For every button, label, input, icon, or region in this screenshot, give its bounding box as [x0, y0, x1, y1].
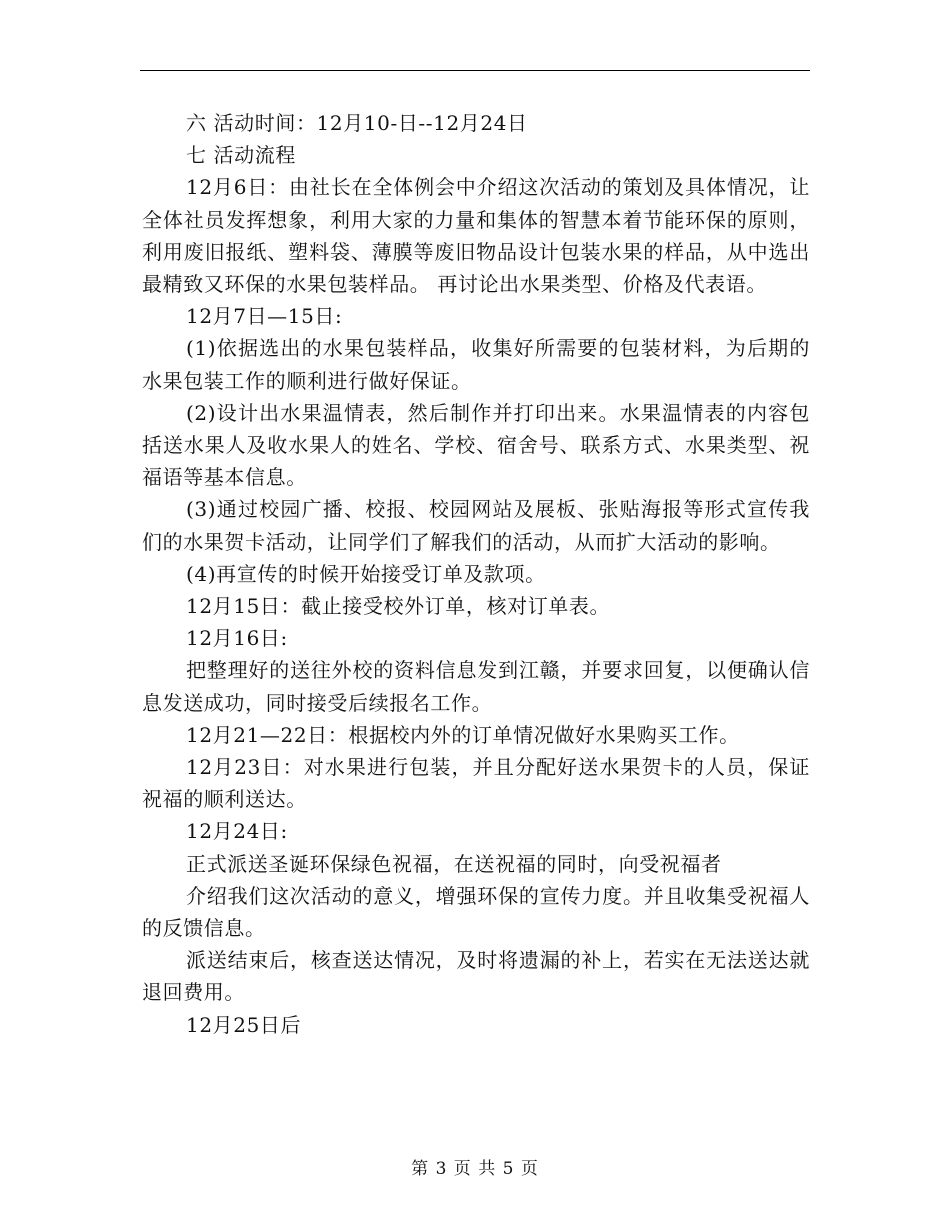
paragraph: 介绍我们这次活动的意义，增强环保的宣传力度。并且收集受祝福人的反馈信息。 [142, 883, 810, 941]
paragraph: 12月21—22日：根据校内外的订单情况做好水果购买工作。 [186, 722, 740, 747]
paragraph: 正式派送圣诞环保绿色祝福，在送祝福的同时，向受祝福者 [186, 851, 722, 876]
paragraph: (3)通过校园广播、校报、校园网站及展板、张贴海报等形式宣传我们的水果贺卡活动，让同学们了解我们的活动，从而扩大活动的影响。 [142, 497, 810, 554]
paragraph: 六 活动时间：12月10-日--12月24日 [186, 111, 528, 135]
paragraph: (1)依据选出的水果包装样品，收集好所需要的包装材料，为后期的水果包装工作的顺利进行做好保证。 [142, 336, 810, 393]
paragraph: 七 活动流程 [186, 143, 296, 168]
paragraph: 12月15日：截止接受校外订单，核对订单表。 [186, 594, 611, 619]
paragraph: 派送结束后，核查送达情况，及时将遗漏的补上，若实在无法送达就退回费用。 [142, 948, 810, 1005]
paragraph: 12月25日后 [186, 1012, 302, 1037]
paragraph: 12月16日: [186, 626, 288, 651]
paragraph: 12月23日：对水果进行包装，并且分配好送水果贺卡的人员，保证祝福的顺利送达。 [142, 755, 810, 812]
paragraph: 12月7日—15日: [186, 304, 343, 329]
document-body [142, 107, 810, 1041]
paragraph: 把整理好的送往外校的资料信息发到江赣，并要求回复，以便确认信息发送成功，同时接受后续报名工作。 [142, 658, 810, 715]
page-footer: 第 3 页 共 5 页 [411, 1159, 539, 1179]
paragraph: 12月24日: [186, 819, 288, 844]
paragraph: (2)设计出水果温情表，然后制作并打印出来。水果温情表的内容包括送水果人及收水果人的姓名、学校、宿舍号、联系方式、水果类型、祝福语等基本信息。 [142, 400, 810, 490]
paragraph: 12月6日：由社长在全体例会中介绍这次活动的策划及具体情况，让全体社员发挥想象，利用大家的力量和集体的智慧本着节能环保的原则，利用废旧报纸、塑料袋、薄膜等废旧物品设计包装水果的样品，从中选出最精致又环保的水果包装样品。 再讨论出水果类型、价格及代表语。 [142, 175, 810, 297]
paragraph: (4)再宣传的时候开始接受订单及款项。 [186, 561, 546, 586]
header-rule [140, 70, 810, 71]
